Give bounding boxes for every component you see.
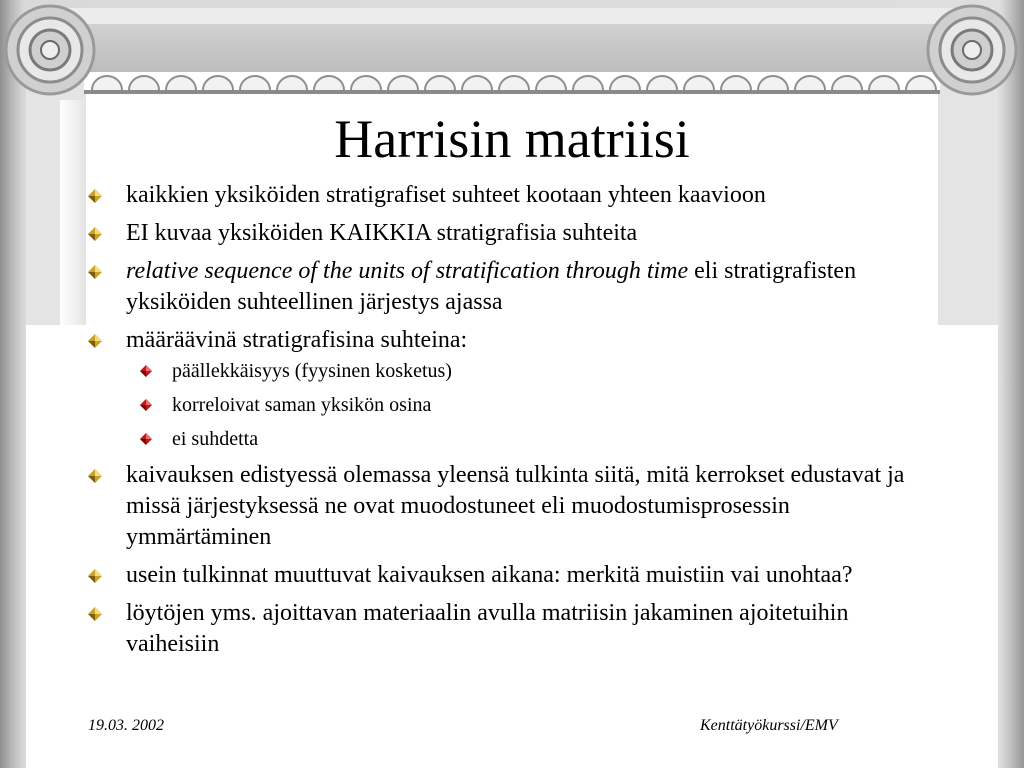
sub-bullet-text: päällekkäisyys (fyysinen kosketus) (172, 360, 452, 382)
bullet-icon (88, 227, 102, 241)
sub-bullet-item (172, 392, 914, 418)
bullet-item (0, 560, 1024, 591)
bullet-icon (88, 265, 102, 279)
sub-bullet-item (172, 426, 914, 452)
bullet-item (0, 598, 1024, 660)
bullet-text: eli stratigrafisten yksiköiden suhteellinen järjestys ajassa (126, 258, 857, 315)
sub-bullet-icon (140, 365, 152, 377)
footer-course: Kenttätyökurssi/EMV (700, 717, 838, 734)
sub-bullet-text: ei suhdetta (172, 428, 259, 450)
bullet-icon (88, 469, 102, 483)
bullet-icon (88, 569, 102, 583)
bullet-text: määräävinä stratigrafisina suhteina: (126, 327, 468, 353)
right-volute (928, 6, 1016, 94)
bullet-text: kaivauksen edistyessä olemassa yleensä tulkinta siitä, mitä kerrokset edustavat ja missä järjestyksessä ne ovat muodostuneet eli muodostumisprosessin ymmärtäminen (126, 462, 905, 550)
bullet-item (0, 218, 1024, 249)
bullet-item (0, 325, 1024, 452)
bullet-list (0, 180, 1024, 667)
bullet-text: löytöjen yms. ajoittavan materiaalin avulla matriisin jakaminen ajoitetuihin vaiheisiin (126, 600, 849, 657)
bullet-icon (88, 334, 102, 348)
sub-bullet-icon (140, 433, 152, 445)
bullet-text: usein tulkinnat muuttuvat kaivauksen aikana: merkitä muistiin vai unohtaa? (126, 562, 853, 588)
sub-bullet-text: korreloivat saman yksikön osina (172, 394, 432, 416)
bullet-icon (88, 607, 102, 621)
sub-bullet-icon (140, 399, 152, 411)
bullet-italic-text: relative sequence of the units of stratification through time (126, 258, 689, 284)
footer-date: 19.03. 2002 (88, 717, 164, 734)
bullet-item (0, 256, 1024, 318)
bullet-icon (88, 189, 102, 203)
sub-bullet-item (172, 358, 914, 384)
left-volute (6, 6, 94, 94)
bullet-item (0, 180, 1024, 211)
bullet-text: EI kuvaa yksiköiden KAIKKIA stratigrafisia suhteita (126, 220, 638, 246)
sub-bullet-list (126, 358, 914, 452)
bullet-text: kaikkien yksiköiden stratigrafiset suhteet kootaan yhteen kaavioon (126, 182, 766, 208)
egg-and-dart-row (92, 76, 936, 90)
bullet-item (0, 460, 1024, 553)
slide-title: Harrisin matriisi (334, 109, 690, 169)
